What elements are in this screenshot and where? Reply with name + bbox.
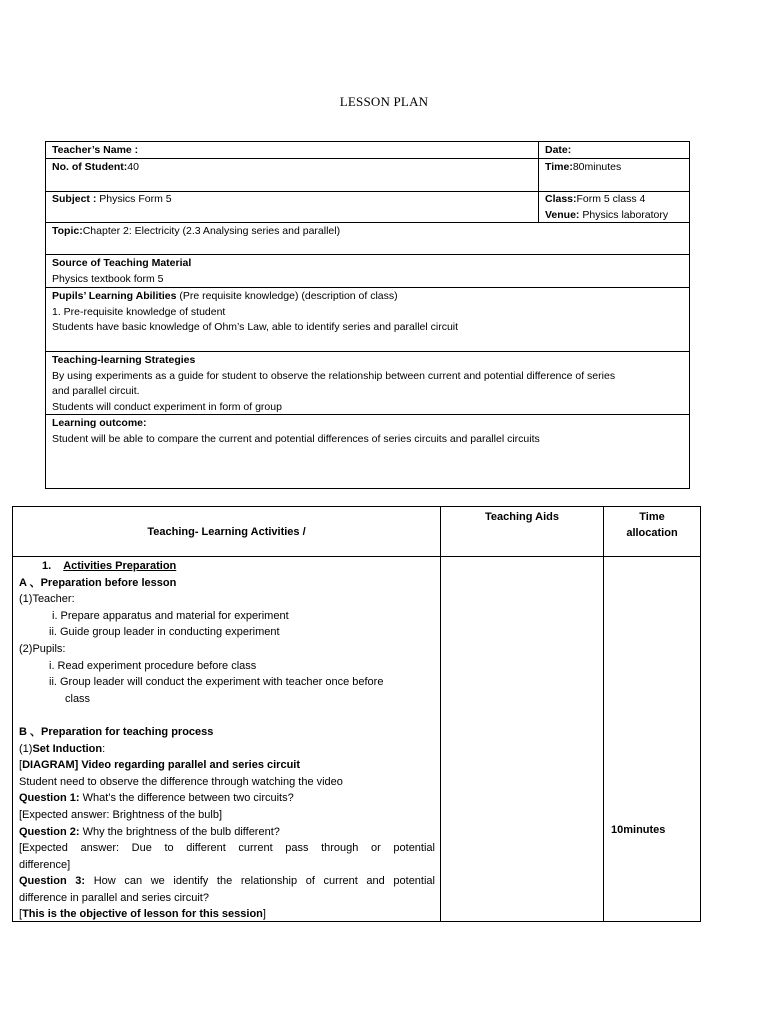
set-induction-prefix: (1) [19, 742, 33, 755]
time-value: 10minutes [611, 824, 666, 836]
question-1 [19, 790, 435, 807]
time-value: 80minutes [572, 161, 622, 173]
date-cell [539, 142, 689, 159]
preparation-teaching-process: B 、Preparation for teaching process [19, 725, 214, 738]
topic-cell [46, 223, 689, 255]
time-allocation-value [605, 822, 701, 840]
diagram-label: DIAGRAM [22, 759, 75, 772]
question-label: Question 1: [19, 792, 80, 805]
teacher-name-label: Teacher’s Name : [52, 144, 139, 156]
set-induction-colon: : [102, 742, 106, 755]
aids-header [441, 509, 603, 527]
activities-header [13, 524, 440, 542]
subject-cell [46, 192, 538, 223]
abilities-cell [46, 288, 689, 352]
time-label: Time: [545, 161, 573, 173]
topic-value: Chapter 2: Electricity (2.3 Analysing series and parallel) [82, 225, 341, 237]
activities-table [12, 506, 701, 922]
section-number: 1. [42, 560, 52, 572]
question-text: Why the brightness of the bulb different? [79, 825, 280, 838]
preparation-before-lesson: A 、Preparation before lesson [19, 576, 177, 589]
class-venue-cell [539, 192, 689, 223]
answer-2-continued: difference] [19, 858, 71, 871]
aids-header-label: Teaching Aids [485, 511, 559, 523]
strategies-cell [46, 352, 689, 415]
class-value: Form 5 class 4 [576, 193, 646, 205]
students-cell [46, 159, 538, 192]
section-title: Activities Preparation [63, 560, 177, 572]
question-text: How can we identify the relationship of current and potential [85, 875, 435, 888]
answer-2: [Expected answer: Due to different current pass through or potential [19, 842, 435, 855]
strategies-line: Students will conduct experiment in form of group [52, 400, 282, 413]
teacher-label: (1)Teacher: [19, 593, 75, 606]
venue-label: Venue: [545, 208, 580, 221]
pupils-label: (2)Pupils: [19, 642, 66, 655]
bracket: [ [19, 759, 23, 772]
diagram-description: ] Video regarding parallel and series circuit [74, 759, 301, 772]
subject-label: Subject : [52, 193, 97, 205]
question-label: Question 2: [19, 825, 80, 838]
list-item: i. Prepare apparatus and material for experiment [52, 609, 289, 622]
subject-value: Physics Form 5 [96, 193, 172, 205]
answer-1: [Expected answer: Brightness of the bulb] [19, 808, 223, 821]
time-header-line: Time [639, 511, 665, 523]
class-label: Class: [545, 193, 577, 205]
question-label: Question 3: [19, 875, 86, 888]
question-3-continued: difference in parallel and series circuit? [19, 891, 209, 904]
diagram-line [19, 757, 435, 774]
list-item: ii. Group leader will conduct the experiment with teacher once before [49, 676, 384, 689]
time-header-line: allocation [626, 526, 678, 539]
source-label: Source of Teaching Material [52, 257, 192, 269]
objective-text: This is the objective of lesson for this session [22, 908, 263, 921]
outcome-cell [46, 415, 689, 488]
date-label: Date: [545, 144, 572, 156]
question-text: What’s the difference between two circuits? [79, 792, 294, 805]
objective-line [19, 906, 435, 923]
activities-header-label: Teaching- Learning Activities / [147, 526, 306, 538]
column-divider [603, 507, 604, 921]
abilities-line: 1. Pre-requisite knowledge of student [52, 305, 226, 318]
set-induction-label: Set Induction [32, 742, 103, 755]
strategies-label: Teaching-learning Strategies [52, 354, 196, 366]
list-item-continued: class [65, 692, 91, 705]
outcome-label: Learning outcome: [52, 417, 147, 429]
strategies-line: and parallel circuit. [52, 385, 140, 397]
question-3 [19, 873, 435, 890]
list-item: i. Read experiment procedure before class [49, 659, 257, 672]
topic-label: Topic: [52, 225, 83, 237]
teacher-name-cell [46, 142, 538, 159]
bracket: ] [262, 908, 266, 921]
page-title: LESSON PLAN [339, 94, 429, 109]
source-cell [46, 255, 689, 288]
observe-text: Student need to observe the difference through watching the video [19, 775, 343, 788]
bracket: [ [19, 908, 23, 921]
column-divider [440, 507, 441, 921]
time-header [604, 509, 700, 542]
strategies-line: By using experiments as a guide for student to observe the relationship between current and potential difference of series [52, 369, 616, 382]
venue-value: Physics laboratory [579, 208, 669, 221]
students-label: No. of Student: [52, 161, 128, 173]
students-value: 40 [127, 161, 139, 173]
question-2 [19, 824, 435, 841]
header-divider [13, 556, 700, 557]
time-cell [539, 159, 689, 192]
abilities-line: Students have basic knowledge of Ohm’s Law, able to identify series and parallel circuit [52, 321, 459, 333]
set-induction-line [19, 741, 435, 758]
outcome-value: Student will be able to compare the current and potential differences of series circuits and parallel circuits [52, 432, 540, 445]
abilities-note: (Pre requisite knowledge) (description of class) [176, 290, 398, 302]
activities-content [19, 558, 435, 923]
source-value: Physics textbook form 5 [52, 272, 164, 285]
lesson-info-table [45, 141, 690, 489]
abilities-label: Pupils’ Learning Abilities [52, 290, 177, 302]
list-item: ii. Guide group leader in conducting experiment [49, 626, 280, 639]
